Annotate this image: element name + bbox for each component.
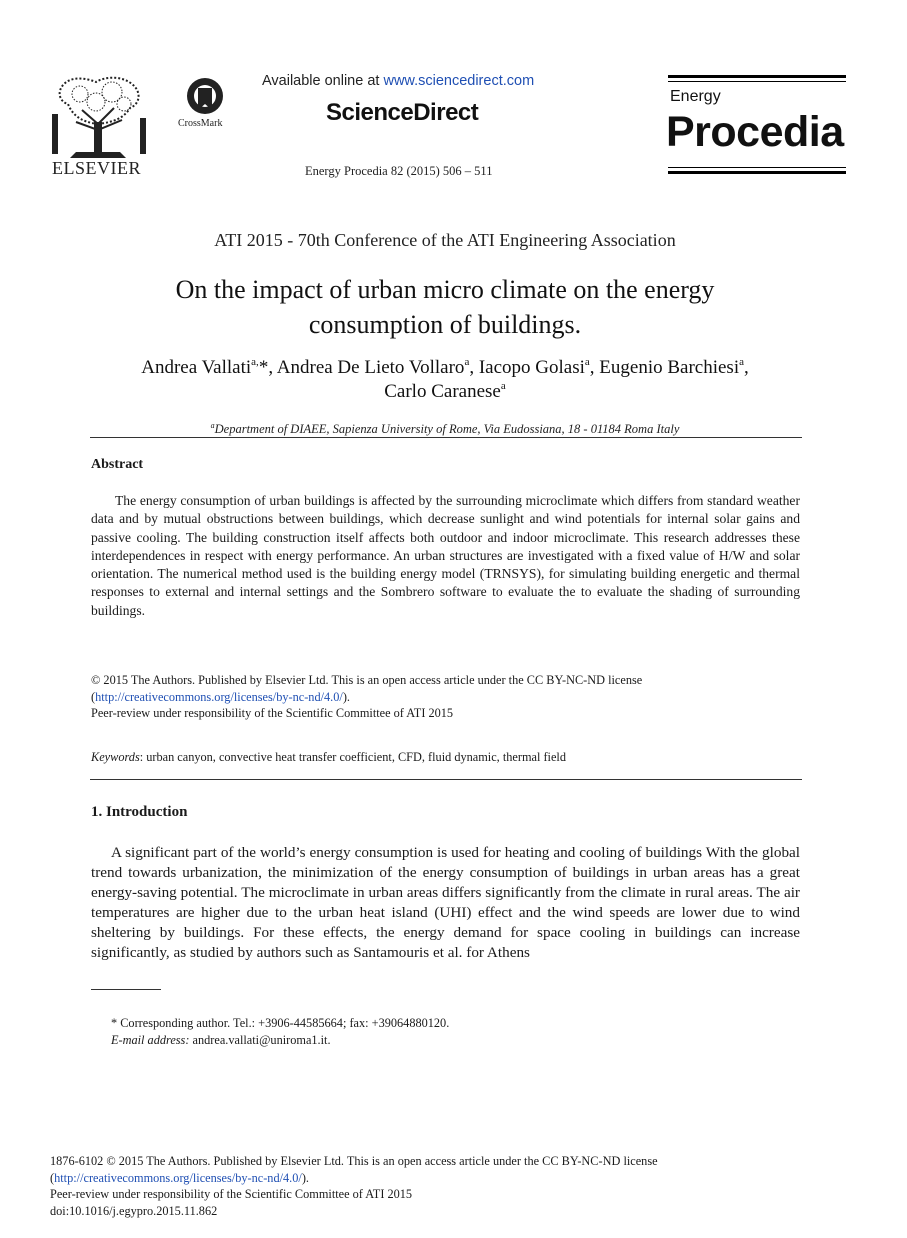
journal-citation: Energy Procedia 82 (2015) 506 – 511 bbox=[305, 164, 493, 178]
page-footer bbox=[50, 1153, 658, 1219]
email-label: E-mail address: bbox=[111, 1032, 190, 1047]
author-name: Andrea De Lieto Vollaro bbox=[276, 357, 465, 378]
footnote-rule bbox=[91, 989, 161, 990]
keywords bbox=[91, 750, 801, 765]
email-line bbox=[111, 1032, 449, 1049]
abstract-text: The energy consumption of urban buildings is affected by the surrounding microclimate which differs from standard weather data and by mutual obstructions between buildings, which decrease sunlight and wind potentials for internal solar gains and passive cooling. The building construction itself affects both outdoor and indoor microclimate. This research addresses these interdependences in respect with energy performance. An urban structures are investigated with a fixed value of H/W and solar orientation. The numerical method used is the building energy model (TRNSYS), for simulating building energetic and thermal responses to external and internal settings and the Sombrero software to evaluate the to evaluate the shading of surrounding buildings. bbox=[91, 493, 800, 618]
abstract-heading: Abstract bbox=[91, 457, 144, 472]
crossmark-label: CrossMark bbox=[178, 118, 223, 129]
paren: ( bbox=[50, 1170, 55, 1185]
footer-link-line bbox=[50, 1170, 658, 1187]
author-line-1: Andrea Vallati$^{a,}$*, Andrea De Lieto Vollaro$^a$, Iacopo Golasi$^a$, Eugenio Barchiesi$^a$, bbox=[141, 356, 749, 378]
keywords-text: : urban canyon, convective heat transfer coefficient, CFD, fluid dynamic, thermal field bbox=[139, 750, 566, 764]
author-affil-sup: a, bbox=[251, 356, 259, 368]
footer-doi: doi:10.1016/j.egypro.2015.11.862 bbox=[50, 1203, 218, 1218]
title-line-1: On the impact of urban micro climate on the energy bbox=[175, 275, 715, 304]
author-affil-sup: a bbox=[739, 356, 744, 368]
journal-name: Procedia bbox=[666, 108, 844, 156]
license-link-line bbox=[91, 689, 801, 706]
author-list bbox=[90, 356, 800, 404]
introduction-text: A significant part of the world’s energy consumption is used for heating and cooling of buildings With the global trend towards urbanization, the minimization of the energy consumption of buildings in urban areas has a great energy-saving potential. The microclimate in urban areas differs significantly from the climate in rural areas. The air temperatures are higher due to the urban heat island (UHI) effect and the wind speeds are lower due to wind sheltering by buildings. For these effects, the energy demand for space cooling in buildings can increase significantly, as studied by authors such as Santamouris et al. for Athens bbox=[91, 844, 800, 962]
article-title bbox=[100, 272, 790, 342]
divider bbox=[90, 437, 802, 438]
elsevier-tree-logo bbox=[50, 74, 150, 160]
masthead-rule-top-thin bbox=[668, 81, 846, 82]
conference-name: ATI 2015 - 70th Conference of the ATI Engineering Association bbox=[214, 230, 676, 250]
author-affil-sup: a bbox=[464, 356, 470, 368]
corresponding-author: * Corresponding author. Tel.: +3906-44585664; fax: +39064880120. bbox=[111, 1016, 450, 1030]
paren: ). bbox=[301, 1170, 309, 1185]
journal-top-label: Energy bbox=[670, 88, 721, 105]
footer-peer-review: Peer-review under responsibility of the Scientific Committee of ATI 2015 bbox=[50, 1187, 413, 1202]
peer-review-line: Peer-review under responsibility of the Scientific Committee of ATI 2015 bbox=[91, 706, 454, 721]
author-line-2 bbox=[90, 380, 800, 404]
publisher-name: ELSEVIER bbox=[52, 158, 141, 178]
footnote bbox=[111, 1015, 449, 1048]
license-link[interactable]: http://creativecommons.org/licenses/by-nc-nd/4.0/ bbox=[95, 689, 343, 704]
author-name: Carlo Caranese bbox=[384, 381, 501, 402]
paren: ( bbox=[91, 689, 96, 704]
masthead-rule-top bbox=[668, 75, 846, 78]
author-affil-sup: a bbox=[500, 380, 506, 392]
available-prefix: Available online at bbox=[262, 73, 384, 89]
author-affil-sup: a bbox=[584, 356, 590, 368]
divider bbox=[90, 779, 802, 780]
footer-license: 1876-6102 © 2015 The Authors. Published by Elsevier Ltd. This is an open access article under the CC BY-NC-ND license bbox=[50, 1154, 658, 1168]
title-line-2: consumption of buildings. bbox=[308, 310, 582, 339]
available-online bbox=[262, 73, 534, 89]
affiliation-text: Department of DIAEE, Sapienza University of Rome, Via Eudossiana, 18 - 01184 Roma Italy bbox=[214, 422, 680, 436]
keywords-label: Keywords bbox=[91, 750, 140, 764]
author-name: Andrea Vallati bbox=[141, 357, 252, 378]
license-block bbox=[91, 672, 801, 722]
affiliation-sup: a bbox=[210, 421, 215, 430]
footer-license-link[interactable]: http://creativecommons.org/licenses/by-nc-nd/4.0/ bbox=[54, 1170, 302, 1185]
masthead-rule-bottom-thin bbox=[668, 167, 846, 168]
sciencedirect-brand: ScienceDirect bbox=[326, 99, 479, 126]
author-name: Eugenio Barchiesi bbox=[599, 357, 740, 378]
sciencedirect-link[interactable]: www.sciencedirect.com bbox=[383, 73, 535, 89]
paren: ). bbox=[342, 689, 350, 704]
masthead-rule-bottom bbox=[668, 171, 846, 174]
author-name: Iacopo Golasi bbox=[478, 357, 585, 378]
license-line: © 2015 The Authors. Published by Elsevier Ltd. This is an open access article under the CC BY-NC-ND license bbox=[91, 673, 643, 687]
email-address: andrea.vallati@uniroma1.it. bbox=[189, 1032, 331, 1047]
section-heading: 1. Introduction bbox=[91, 804, 188, 820]
affiliation bbox=[90, 422, 800, 437]
corresponding-mark: * bbox=[258, 357, 269, 378]
